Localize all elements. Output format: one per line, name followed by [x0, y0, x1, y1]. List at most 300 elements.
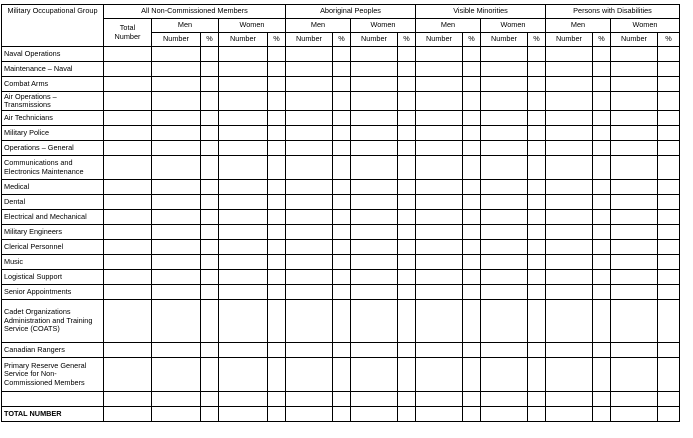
- data-entry-cell[interactable]: [286, 225, 333, 240]
- data-entry-cell[interactable]: [268, 300, 286, 343]
- data-entry-cell[interactable]: [611, 141, 658, 156]
- data-entry-cell[interactable]: [286, 47, 333, 62]
- data-entry-cell[interactable]: [528, 343, 546, 358]
- data-entry-cell[interactable]: [658, 210, 680, 225]
- data-entry-cell[interactable]: [219, 407, 268, 422]
- data-entry-cell[interactable]: [286, 92, 333, 111]
- data-entry-cell[interactable]: [152, 195, 201, 210]
- data-entry-cell[interactable]: [219, 156, 268, 180]
- data-entry-cell[interactable]: [416, 180, 463, 195]
- data-entry-cell[interactable]: [416, 92, 463, 111]
- data-entry-cell[interactable]: [268, 92, 286, 111]
- data-entry-cell[interactable]: [351, 285, 398, 300]
- data-entry-cell[interactable]: [333, 358, 351, 392]
- data-entry-cell[interactable]: [611, 255, 658, 270]
- data-entry-cell[interactable]: [463, 225, 481, 240]
- data-entry-cell[interactable]: [351, 156, 398, 180]
- data-entry-cell[interactable]: [104, 195, 152, 210]
- data-entry-cell[interactable]: [528, 47, 546, 62]
- data-entry-cell[interactable]: [286, 141, 333, 156]
- data-entry-cell[interactable]: [219, 392, 268, 407]
- data-entry-cell[interactable]: [201, 47, 219, 62]
- data-entry-cell[interactable]: [463, 62, 481, 77]
- data-entry-cell[interactable]: [481, 255, 528, 270]
- data-entry-cell[interactable]: [398, 77, 416, 92]
- data-entry-cell[interactable]: [201, 225, 219, 240]
- data-entry-cell[interactable]: [268, 126, 286, 141]
- data-entry-cell[interactable]: [416, 343, 463, 358]
- data-entry-cell[interactable]: [463, 141, 481, 156]
- data-entry-cell[interactable]: [152, 300, 201, 343]
- data-entry-cell[interactable]: [546, 407, 593, 422]
- data-entry-cell[interactable]: [398, 407, 416, 422]
- data-entry-cell[interactable]: [268, 407, 286, 422]
- data-entry-cell[interactable]: [416, 225, 463, 240]
- data-entry-cell[interactable]: [528, 141, 546, 156]
- data-entry-cell[interactable]: [463, 180, 481, 195]
- data-entry-cell[interactable]: [333, 343, 351, 358]
- data-entry-cell[interactable]: [286, 240, 333, 255]
- data-entry-cell[interactable]: [611, 270, 658, 285]
- data-entry-cell[interactable]: [201, 300, 219, 343]
- data-entry-cell[interactable]: [219, 255, 268, 270]
- data-entry-cell[interactable]: [611, 156, 658, 180]
- data-entry-cell[interactable]: [546, 285, 593, 300]
- data-entry-cell[interactable]: [268, 156, 286, 180]
- data-entry-cell[interactable]: [219, 358, 268, 392]
- data-entry-cell[interactable]: [104, 240, 152, 255]
- data-entry-cell[interactable]: [286, 180, 333, 195]
- data-entry-cell[interactable]: [398, 62, 416, 77]
- data-entry-cell[interactable]: [333, 47, 351, 62]
- data-entry-cell[interactable]: [104, 92, 152, 111]
- data-entry-cell[interactable]: [481, 47, 528, 62]
- data-entry-cell[interactable]: [351, 270, 398, 285]
- data-entry-cell[interactable]: [481, 285, 528, 300]
- data-entry-cell[interactable]: [104, 343, 152, 358]
- data-entry-cell[interactable]: [219, 77, 268, 92]
- data-entry-cell[interactable]: [416, 62, 463, 77]
- data-entry-cell[interactable]: [463, 210, 481, 225]
- data-entry-cell[interactable]: [286, 210, 333, 225]
- data-entry-cell[interactable]: [463, 126, 481, 141]
- data-entry-cell[interactable]: [658, 180, 680, 195]
- data-entry-cell[interactable]: [658, 195, 680, 210]
- data-entry-cell[interactable]: [593, 111, 611, 126]
- data-entry-cell[interactable]: [416, 255, 463, 270]
- data-entry-cell[interactable]: [333, 92, 351, 111]
- data-entry-cell[interactable]: [201, 407, 219, 422]
- data-entry-cell[interactable]: [286, 111, 333, 126]
- data-entry-cell[interactable]: [481, 392, 528, 407]
- data-entry-cell[interactable]: [104, 77, 152, 92]
- data-entry-cell[interactable]: [593, 285, 611, 300]
- data-entry-cell[interactable]: [546, 180, 593, 195]
- data-entry-cell[interactable]: [201, 141, 219, 156]
- data-entry-cell[interactable]: [286, 126, 333, 141]
- data-entry-cell[interactable]: [658, 77, 680, 92]
- data-entry-cell[interactable]: [658, 358, 680, 392]
- data-entry-cell[interactable]: [268, 47, 286, 62]
- data-entry-cell[interactable]: [219, 195, 268, 210]
- data-entry-cell[interactable]: [611, 111, 658, 126]
- data-entry-cell[interactable]: [104, 285, 152, 300]
- data-entry-cell[interactable]: [481, 126, 528, 141]
- data-entry-cell[interactable]: [152, 255, 201, 270]
- data-entry-cell[interactable]: [351, 92, 398, 111]
- data-entry-cell[interactable]: [593, 210, 611, 225]
- data-entry-cell[interactable]: [201, 392, 219, 407]
- data-entry-cell[interactable]: [268, 77, 286, 92]
- data-entry-cell[interactable]: [219, 240, 268, 255]
- data-entry-cell[interactable]: [152, 111, 201, 126]
- data-entry-cell[interactable]: [416, 358, 463, 392]
- data-entry-cell[interactable]: [481, 195, 528, 210]
- data-entry-cell[interactable]: [268, 180, 286, 195]
- data-entry-cell[interactable]: [286, 285, 333, 300]
- data-entry-cell[interactable]: [611, 62, 658, 77]
- data-entry-cell[interactable]: [152, 358, 201, 392]
- data-entry-cell[interactable]: [351, 77, 398, 92]
- data-entry-cell[interactable]: [104, 407, 152, 422]
- data-entry-cell[interactable]: [104, 270, 152, 285]
- data-entry-cell[interactable]: [463, 270, 481, 285]
- data-entry-cell[interactable]: [481, 300, 528, 343]
- data-entry-cell[interactable]: [463, 358, 481, 392]
- data-entry-cell[interactable]: [658, 285, 680, 300]
- data-entry-cell[interactable]: [398, 392, 416, 407]
- data-entry-cell[interactable]: [104, 47, 152, 62]
- data-entry-cell[interactable]: [463, 77, 481, 92]
- data-entry-cell[interactable]: [333, 77, 351, 92]
- data-entry-cell[interactable]: [268, 240, 286, 255]
- data-entry-cell[interactable]: [416, 195, 463, 210]
- data-entry-cell[interactable]: [593, 92, 611, 111]
- data-entry-cell[interactable]: [152, 126, 201, 141]
- data-entry-cell[interactable]: [351, 126, 398, 141]
- data-entry-cell[interactable]: [152, 92, 201, 111]
- data-entry-cell[interactable]: [286, 255, 333, 270]
- data-entry-cell[interactable]: [104, 111, 152, 126]
- data-entry-cell[interactable]: [546, 225, 593, 240]
- data-entry-cell[interactable]: [351, 225, 398, 240]
- data-entry-cell[interactable]: [658, 392, 680, 407]
- data-entry-cell[interactable]: [528, 156, 546, 180]
- data-entry-cell[interactable]: [463, 111, 481, 126]
- data-entry-cell[interactable]: [546, 270, 593, 285]
- data-entry-cell[interactable]: [152, 77, 201, 92]
- data-entry-cell[interactable]: [546, 62, 593, 77]
- data-entry-cell[interactable]: [152, 210, 201, 225]
- data-entry-cell[interactable]: [333, 407, 351, 422]
- data-entry-cell[interactable]: [286, 300, 333, 343]
- data-entry-cell[interactable]: [398, 225, 416, 240]
- data-entry-cell[interactable]: [611, 180, 658, 195]
- data-entry-cell[interactable]: [219, 62, 268, 77]
- data-entry-cell[interactable]: [286, 392, 333, 407]
- data-entry-cell[interactable]: [528, 300, 546, 343]
- data-entry-cell[interactable]: [481, 270, 528, 285]
- data-entry-cell[interactable]: [546, 300, 593, 343]
- data-entry-cell[interactable]: [481, 210, 528, 225]
- data-entry-cell[interactable]: [268, 210, 286, 225]
- data-entry-cell[interactable]: [201, 210, 219, 225]
- data-entry-cell[interactable]: [219, 126, 268, 141]
- data-entry-cell[interactable]: [286, 270, 333, 285]
- data-entry-cell[interactable]: [463, 255, 481, 270]
- data-entry-cell[interactable]: [463, 392, 481, 407]
- data-entry-cell[interactable]: [351, 392, 398, 407]
- data-entry-cell[interactable]: [481, 92, 528, 111]
- data-entry-cell[interactable]: [593, 47, 611, 62]
- data-entry-cell[interactable]: [152, 156, 201, 180]
- data-entry-cell[interactable]: [333, 195, 351, 210]
- data-entry-cell[interactable]: [463, 300, 481, 343]
- data-entry-cell[interactable]: [201, 180, 219, 195]
- data-entry-cell[interactable]: [351, 62, 398, 77]
- data-entry-cell[interactable]: [481, 77, 528, 92]
- data-entry-cell[interactable]: [333, 126, 351, 141]
- data-entry-cell[interactable]: [201, 62, 219, 77]
- data-entry-cell[interactable]: [481, 225, 528, 240]
- data-entry-cell[interactable]: [611, 343, 658, 358]
- data-entry-cell[interactable]: [104, 210, 152, 225]
- data-entry-cell[interactable]: [528, 111, 546, 126]
- data-entry-cell[interactable]: [286, 156, 333, 180]
- data-entry-cell[interactable]: [333, 285, 351, 300]
- data-entry-cell[interactable]: [152, 47, 201, 62]
- data-entry-cell[interactable]: [528, 92, 546, 111]
- data-entry-cell[interactable]: [219, 300, 268, 343]
- data-entry-cell[interactable]: [528, 270, 546, 285]
- data-entry-cell[interactable]: [658, 111, 680, 126]
- data-entry-cell[interactable]: [546, 343, 593, 358]
- data-entry-cell[interactable]: [611, 407, 658, 422]
- data-entry-cell[interactable]: [546, 111, 593, 126]
- data-entry-cell[interactable]: [528, 180, 546, 195]
- data-entry-cell[interactable]: [104, 141, 152, 156]
- data-entry-cell[interactable]: [286, 62, 333, 77]
- data-entry-cell[interactable]: [398, 285, 416, 300]
- data-entry-cell[interactable]: [201, 343, 219, 358]
- data-entry-cell[interactable]: [104, 358, 152, 392]
- data-entry-cell[interactable]: [593, 270, 611, 285]
- data-entry-cell[interactable]: [104, 62, 152, 77]
- data-entry-cell[interactable]: [351, 407, 398, 422]
- data-entry-cell[interactable]: [152, 392, 201, 407]
- data-entry-cell[interactable]: [268, 392, 286, 407]
- data-entry-cell[interactable]: [416, 77, 463, 92]
- data-entry-cell[interactable]: [201, 77, 219, 92]
- data-entry-cell[interactable]: [219, 47, 268, 62]
- data-entry-cell[interactable]: [351, 111, 398, 126]
- data-entry-cell[interactable]: [219, 92, 268, 111]
- data-entry-cell[interactable]: [333, 62, 351, 77]
- data-entry-cell[interactable]: [351, 300, 398, 343]
- data-entry-cell[interactable]: [201, 156, 219, 180]
- data-entry-cell[interactable]: [398, 111, 416, 126]
- data-entry-cell[interactable]: [286, 77, 333, 92]
- data-entry-cell[interactable]: [658, 92, 680, 111]
- data-entry-cell[interactable]: [398, 47, 416, 62]
- data-entry-cell[interactable]: [201, 285, 219, 300]
- data-entry-cell[interactable]: [333, 270, 351, 285]
- data-entry-cell[interactable]: [463, 240, 481, 255]
- data-entry-cell[interactable]: [528, 407, 546, 422]
- data-entry-cell[interactable]: [398, 343, 416, 358]
- data-entry-cell[interactable]: [201, 255, 219, 270]
- data-entry-cell[interactable]: [593, 392, 611, 407]
- data-entry-cell[interactable]: [593, 62, 611, 77]
- data-entry-cell[interactable]: [463, 47, 481, 62]
- data-entry-cell[interactable]: [152, 270, 201, 285]
- data-entry-cell[interactable]: [528, 285, 546, 300]
- data-entry-cell[interactable]: [528, 225, 546, 240]
- data-entry-cell[interactable]: [351, 240, 398, 255]
- data-entry-cell[interactable]: [416, 210, 463, 225]
- data-entry-cell[interactable]: [152, 343, 201, 358]
- data-entry-cell[interactable]: [416, 407, 463, 422]
- data-entry-cell[interactable]: [351, 47, 398, 62]
- data-entry-cell[interactable]: [398, 180, 416, 195]
- data-entry-cell[interactable]: [658, 240, 680, 255]
- data-entry-cell[interactable]: [416, 141, 463, 156]
- data-entry-cell[interactable]: [398, 300, 416, 343]
- data-entry-cell[interactable]: [333, 255, 351, 270]
- data-entry-cell[interactable]: [593, 407, 611, 422]
- data-entry-cell[interactable]: [546, 126, 593, 141]
- data-entry-cell[interactable]: [416, 126, 463, 141]
- data-entry-cell[interactable]: [268, 62, 286, 77]
- data-entry-cell[interactable]: [528, 255, 546, 270]
- data-entry-cell[interactable]: [593, 225, 611, 240]
- data-entry-cell[interactable]: [481, 62, 528, 77]
- data-entry-cell[interactable]: [416, 111, 463, 126]
- data-entry-cell[interactable]: [481, 407, 528, 422]
- data-entry-cell[interactable]: [268, 141, 286, 156]
- data-entry-cell[interactable]: [611, 225, 658, 240]
- data-entry-cell[interactable]: [593, 77, 611, 92]
- data-entry-cell[interactable]: [201, 270, 219, 285]
- data-entry-cell[interactable]: [104, 180, 152, 195]
- data-entry-cell[interactable]: [611, 285, 658, 300]
- data-entry-cell[interactable]: [104, 225, 152, 240]
- data-entry-cell[interactable]: [286, 195, 333, 210]
- data-entry-cell[interactable]: [481, 141, 528, 156]
- data-entry-cell[interactable]: [351, 343, 398, 358]
- data-entry-cell[interactable]: [219, 285, 268, 300]
- data-entry-cell[interactable]: [528, 77, 546, 92]
- data-entry-cell[interactable]: [593, 300, 611, 343]
- data-entry-cell[interactable]: [104, 156, 152, 180]
- data-entry-cell[interactable]: [398, 270, 416, 285]
- data-entry-cell[interactable]: [528, 126, 546, 141]
- data-entry-cell[interactable]: [546, 156, 593, 180]
- data-entry-cell[interactable]: [593, 358, 611, 392]
- data-entry-cell[interactable]: [286, 407, 333, 422]
- data-entry-cell[interactable]: [398, 240, 416, 255]
- data-entry-cell[interactable]: [611, 126, 658, 141]
- data-entry-cell[interactable]: [333, 240, 351, 255]
- data-entry-cell[interactable]: [219, 210, 268, 225]
- data-entry-cell[interactable]: [416, 240, 463, 255]
- data-entry-cell[interactable]: [481, 343, 528, 358]
- data-entry-cell[interactable]: [481, 358, 528, 392]
- data-entry-cell[interactable]: [658, 225, 680, 240]
- data-entry-cell[interactable]: [268, 270, 286, 285]
- data-entry-cell[interactable]: [611, 195, 658, 210]
- data-entry-cell[interactable]: [351, 180, 398, 195]
- data-entry-cell[interactable]: [463, 343, 481, 358]
- data-entry-cell[interactable]: [268, 255, 286, 270]
- data-entry-cell[interactable]: [351, 210, 398, 225]
- data-entry-cell[interactable]: [104, 392, 152, 407]
- data-entry-cell[interactable]: [528, 240, 546, 255]
- data-entry-cell[interactable]: [481, 111, 528, 126]
- data-entry-cell[interactable]: [152, 407, 201, 422]
- data-entry-cell[interactable]: [658, 407, 680, 422]
- data-entry-cell[interactable]: [416, 156, 463, 180]
- data-entry-cell[interactable]: [463, 92, 481, 111]
- data-entry-cell[interactable]: [658, 300, 680, 343]
- data-entry-cell[interactable]: [463, 156, 481, 180]
- data-entry-cell[interactable]: [463, 195, 481, 210]
- data-entry-cell[interactable]: [398, 141, 416, 156]
- data-entry-cell[interactable]: [268, 358, 286, 392]
- data-entry-cell[interactable]: [219, 180, 268, 195]
- data-entry-cell[interactable]: [398, 126, 416, 141]
- data-entry-cell[interactable]: [611, 47, 658, 62]
- data-entry-cell[interactable]: [333, 180, 351, 195]
- data-entry-cell[interactable]: [219, 270, 268, 285]
- data-entry-cell[interactable]: [528, 392, 546, 407]
- data-entry-cell[interactable]: [351, 255, 398, 270]
- data-entry-cell[interactable]: [546, 141, 593, 156]
- data-entry-cell[interactable]: [351, 195, 398, 210]
- data-entry-cell[interactable]: [481, 240, 528, 255]
- data-entry-cell[interactable]: [333, 392, 351, 407]
- data-entry-cell[interactable]: [416, 300, 463, 343]
- data-entry-cell[interactable]: [219, 111, 268, 126]
- data-entry-cell[interactable]: [268, 285, 286, 300]
- data-entry-cell[interactable]: [152, 225, 201, 240]
- data-entry-cell[interactable]: [593, 240, 611, 255]
- data-entry-cell[interactable]: [658, 270, 680, 285]
- data-entry-cell[interactable]: [398, 358, 416, 392]
- data-entry-cell[interactable]: [201, 92, 219, 111]
- data-entry-cell[interactable]: [611, 240, 658, 255]
- data-entry-cell[interactable]: [152, 240, 201, 255]
- data-entry-cell[interactable]: [658, 343, 680, 358]
- data-entry-cell[interactable]: [546, 92, 593, 111]
- data-entry-cell[interactable]: [593, 180, 611, 195]
- data-entry-cell[interactable]: [416, 392, 463, 407]
- data-entry-cell[interactable]: [481, 156, 528, 180]
- data-entry-cell[interactable]: [546, 255, 593, 270]
- data-entry-cell[interactable]: [152, 62, 201, 77]
- data-entry-cell[interactable]: [528, 358, 546, 392]
- data-entry-cell[interactable]: [528, 210, 546, 225]
- data-entry-cell[interactable]: [104, 255, 152, 270]
- data-entry-cell[interactable]: [152, 180, 201, 195]
- data-entry-cell[interactable]: [286, 343, 333, 358]
- data-entry-cell[interactable]: [546, 47, 593, 62]
- data-entry-cell[interactable]: [593, 343, 611, 358]
- data-entry-cell[interactable]: [268, 195, 286, 210]
- data-entry-cell[interactable]: [546, 210, 593, 225]
- data-entry-cell[interactable]: [546, 392, 593, 407]
- data-entry-cell[interactable]: [333, 300, 351, 343]
